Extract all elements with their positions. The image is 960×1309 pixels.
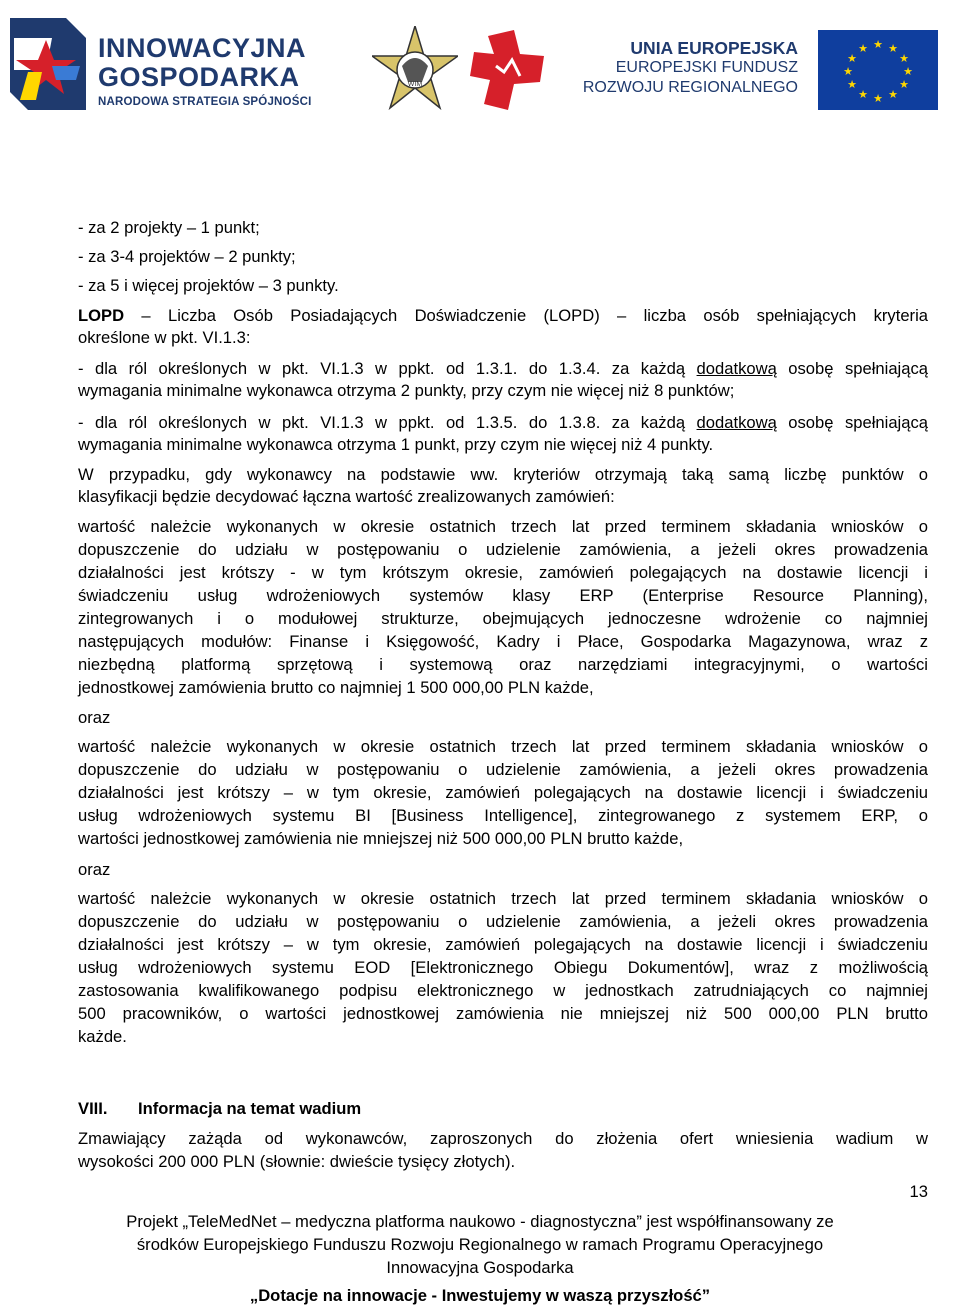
ue-fund-line2: ROZWOJU REGIONALNEGO xyxy=(582,79,798,96)
svg-text:★: ★ xyxy=(899,52,909,65)
lopd-abbrev: LOPD xyxy=(78,306,125,325)
footer-line-1: Projekt „TeleMedNet – medyczna platforma naukowo - diagnostyczna” jest współfinansowany ze xyxy=(126,1212,834,1231)
paragraph-2-line: usług wdrożeniowych systemu BI [Business Intelligence], zintegrowanego z systemem ERP, o xyxy=(78,806,928,825)
ue-title: UNIA EUROPEJSKA xyxy=(630,38,798,58)
section-number: VIII. xyxy=(78,1099,108,1118)
page-header xyxy=(0,0,960,130)
roles-2-line-2: wymagania minimalne wykonawca otrzyma 1 punkt, przy czym nie więcej niż 4 punkty. xyxy=(78,435,714,454)
roles-2-text-a: - dla ról określonych w pkt. VI.1.3 w ppkt. od 1.3.5. do 1.3.8. za każdą xyxy=(78,413,697,432)
svg-text:★: ★ xyxy=(888,88,898,101)
svg-text:★: ★ xyxy=(873,38,883,51)
paragraph-2-line: wartość należcie wykonanych w okresie ostatnich trzech lat przed terminem składania wniosków o xyxy=(78,737,928,756)
paragraph-3-line: 500 pracowników, o wartości jednostkowej zamówienia nie mniejszej niż 500 000,00 PLN brutto xyxy=(78,1004,928,1023)
ig-title-line1: INNOWACYJNA xyxy=(98,33,307,63)
tiebreak-line-2: klasyfikacji będzie decydować łączna wartość zrealizowanych zamówień: xyxy=(78,487,615,506)
wim-caption: WIM xyxy=(407,81,423,88)
paragraph-1-line: następujących modułów: Finanse i Księgowość, Kadry i Płace, Gospodarka Magazynowa, wraz z xyxy=(78,632,928,651)
paragraph-1-line: działalności jest krótszy - w tym krótszym okresie, zamówień polegających na dostawie licencji i xyxy=(78,563,928,582)
wadium-line-2: wysokości 200 000 PLN (słownie: dwieście tysięcy złotych). xyxy=(78,1152,516,1171)
svg-text:★: ★ xyxy=(847,52,857,65)
ue-fund-line1: EUROPEJSKI FUNDUSZ xyxy=(615,59,798,76)
paragraph-3-line: każde. xyxy=(78,1027,127,1046)
scoring-line-3: - za 5 i więcej projektów – 3 punkty. xyxy=(78,276,339,295)
roles-1-text-a: - dla ról określonych w pkt. VI.1.3 w ppkt. od 1.3.1. do 1.3.4. za każdą xyxy=(78,359,697,378)
tiebreak-line-1: W przypadku, gdy wykonawcy na podstawie ww. kryteriów otrzymają taką samą liczbę punktów o xyxy=(78,465,928,484)
svg-text:★: ★ xyxy=(847,78,857,91)
section-title: Informacja na temat wadium xyxy=(138,1099,362,1118)
svg-text:★: ★ xyxy=(843,65,853,78)
roles-line-2 xyxy=(78,413,928,433)
wadium-line-1: Zmawiający zażąda od wykonawców, zaproszonych do złożenia ofert wniesienia wadium w xyxy=(78,1129,928,1148)
svg-text:★: ★ xyxy=(903,65,913,78)
footer-line-3: Innowacyjna Gospodarka xyxy=(386,1258,574,1277)
lopd-line-2: określone w pkt. VI.1.3: xyxy=(78,328,251,347)
page-footer xyxy=(0,1210,960,1279)
scoring-line-1: - za 2 projekty – 1 punkt; xyxy=(78,218,260,237)
paragraph-3-line: działalności jest krótszy – w tym okresie, zamówień polegających na dostawie licencji i świadczeniu xyxy=(78,935,928,954)
paragraph-1-line: świadczeniu usług wdrożeniowych systemów klasy ERP (Enterprise Resource Planning), xyxy=(78,586,928,605)
roles-2-underlined: dodatkową xyxy=(696,413,777,432)
paragraph-2-line: wartości jednostkowej zamówienia nie mniejszej niż 500 000,00 PLN brutto każde, xyxy=(78,829,684,848)
paragraph-1-line: wartość należcie wykonanych w okresie ostatnich trzech lat przed terminem składania wniosków o xyxy=(78,517,928,536)
paragraph-3-line: zastosowania kwalifikowanego podpisu elektronicznego w jednostkach zatrudniających co najmniej xyxy=(78,981,928,1000)
unia-europejska-logo xyxy=(582,30,938,112)
paragraph-3-line: dopuszczenie do udziału w postępowaniu o udzielenie zamówienia, a jeżeli okres prowadzenia xyxy=(78,912,928,931)
paragraph-3-line: wartość należcie wykonanych w okresie ostatnich trzech lat przed terminem składania wniosków o xyxy=(78,889,928,908)
paragraph-1-line: niezbędną platformą sprzętową i systemową oraz narzędziami integracyjnymi, o wartości xyxy=(78,655,928,674)
oraz-separator: oraz xyxy=(78,860,111,879)
svg-text:★: ★ xyxy=(888,42,898,55)
footer-slogan: „Dotacje na innowacje - Inwestujemy w waszą przyszłość” xyxy=(249,1286,711,1305)
paragraph-1-line: jednostkowej zamówienia brutto co najmniej 1 500 000,00 PLN każde, xyxy=(78,678,594,697)
wim-eagle-emblem-icon xyxy=(372,26,458,116)
page-number: 13 xyxy=(909,1182,928,1201)
ig-star-icon xyxy=(6,10,92,118)
roles-1-text-b: osobę spełniającą xyxy=(776,359,928,378)
roles-1-line-2: wymagania minimalne wykonawca otrzyma 2 punkty, przy czym nie więcej niż 8 punktów; xyxy=(78,381,735,400)
svg-text:★: ★ xyxy=(858,42,868,55)
ig-subtitle: NARODOWA STRATEGIA SPÓJNOŚCI xyxy=(98,96,312,108)
ig-title-line2: GOSPODARKA xyxy=(98,62,300,92)
paragraph-2-line: działalności jest krótszy – w tym okresie, zamówień polegających na dostawie licencji i świadczeniu xyxy=(78,783,928,802)
eu-flag-icon xyxy=(818,30,938,110)
innowacyjna-gospodarka-logo xyxy=(6,10,326,122)
roles-line-1 xyxy=(78,359,928,379)
roles-2-text-b: osobę spełniającą xyxy=(776,413,928,432)
paragraph-3-line: usług wdrożeniowych systemu EOD [Elektronicznego Obiegu Dokumentów], wraz z możliwością xyxy=(78,958,928,977)
svg-text:★: ★ xyxy=(899,78,909,91)
paragraph-1-line: zintegrowanych i o modułowej strukturze, obejmujących jednoczesne wdrożenie co najmniej xyxy=(78,609,928,628)
roles-1-underlined: dodatkową xyxy=(696,359,777,378)
lopd-definition: – Liczba Osób Posiadających Doświadczenie (LOPD) – liczba osób spełniających kryteria xyxy=(124,306,928,325)
footer-line-2: środków Europejskiego Funduszu Rozwoju Regionalnego w ramach Programu Operacyjnego xyxy=(136,1235,824,1254)
telemednet-cross-icon xyxy=(468,26,548,112)
scoring-line-2: - za 3-4 projektów – 2 punkty; xyxy=(78,247,296,266)
paragraph-1-line: dopuszczenie do udziału w postępowaniu o udzielenie zamówienia, a jeżeli okres prowadzenia xyxy=(78,540,928,559)
paragraph-2-line: dopuszczenie do udziału w postępowaniu o udzielenie zamówienia, a jeżeli okres prowadzenia xyxy=(78,760,928,779)
svg-text:★: ★ xyxy=(858,88,868,101)
svg-text:★: ★ xyxy=(873,92,883,105)
lopd-line-1 xyxy=(78,306,928,326)
oraz-separator: oraz xyxy=(78,708,111,727)
